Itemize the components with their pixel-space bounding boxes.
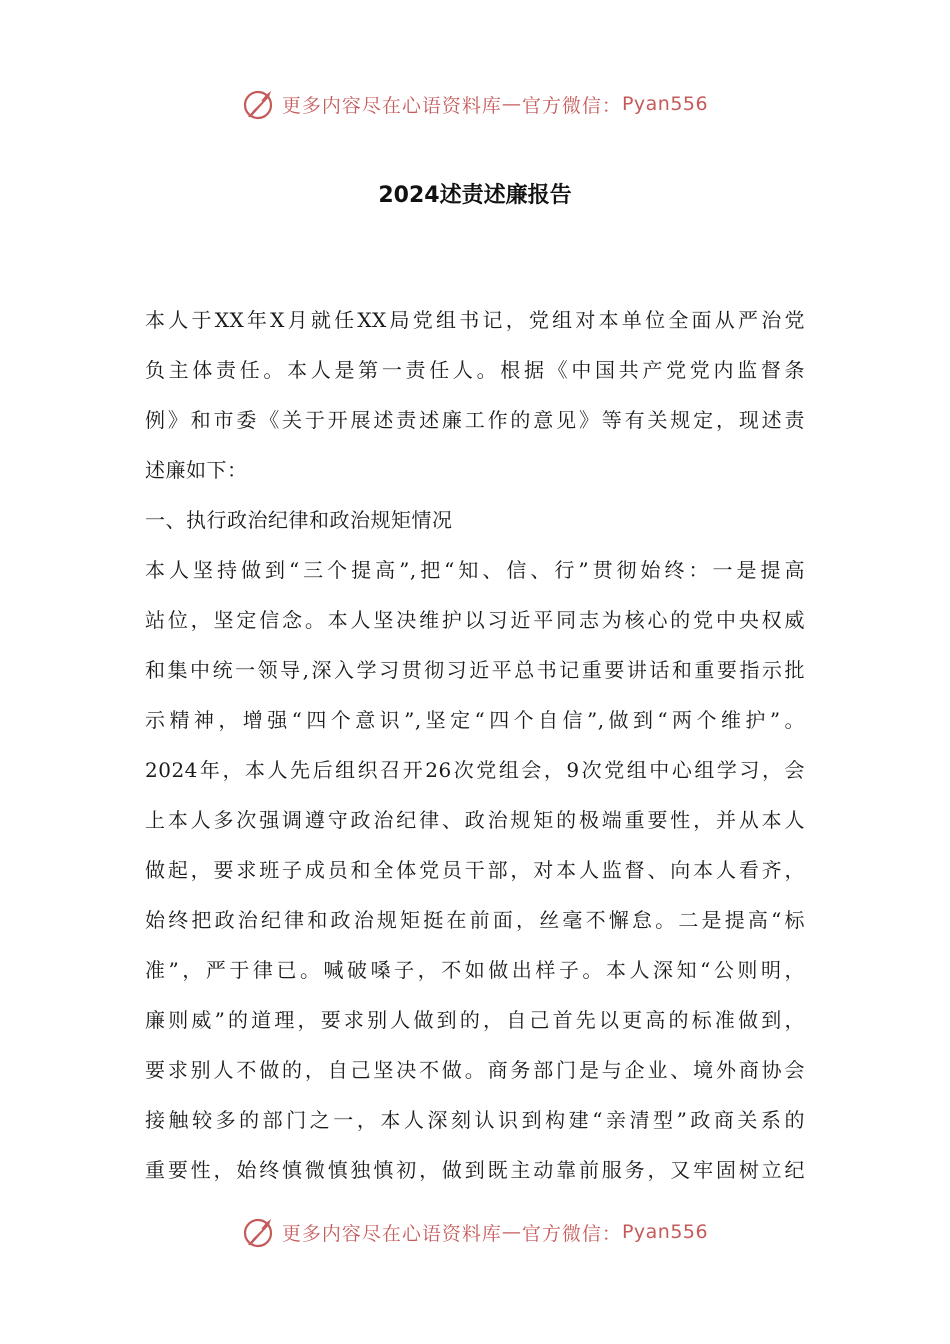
body-line: 站位，坚定信念。本人坚决维护以习近平同志为核心的党中央权威 (145, 608, 805, 632)
watermark-handle: Pyan556 (621, 93, 709, 115)
body-line: 负主体责任。本人是第一责任人。根据《中国共产党党内监督条 (145, 358, 805, 382)
body-line: 接触较多的部门之一，本人深刻认识到构建“亲清型”政商关系的 (145, 1108, 805, 1132)
body-line: 要求别人不做的，自己坚决不做。商务部门是与企业、境外商协会 (145, 1058, 805, 1082)
watermark-text: 更多内容尽在心语资料库 (281, 94, 502, 117)
watermark-header (0, 84, 950, 124)
body-line: 廉则威”的道理，要求别人做到的，自己首先以更高的标准做到， (145, 1008, 805, 1032)
body-line: 准”，严于律已。喊破嗓子，不如做出样子。本人深知“公则明， (145, 958, 805, 982)
watermark-footer (0, 1212, 950, 1252)
body-line: 上本人多次强调遵守政治纪律、政治规矩的极端重要性，并从本人 (145, 808, 805, 832)
body-line: 重要性，始终慎微慎独慎初，做到既主动靠前服务，又牢固树立纪 (145, 1158, 805, 1182)
body-line: 述廉如下： (145, 458, 248, 482)
watermark-handle: Pyan556 (621, 1221, 709, 1243)
body-line: 始终把政治纪律和政治规矩挺在前面，丝毫不懈怠。二是提高“标 (145, 908, 805, 932)
body-line: 本人于XX年X月就任XX局党组书记，党组对本单位全面从严治党 (145, 308, 805, 332)
body-line: 例》和市委《关于开展述责述廉工作的意见》等有关规定，现述责 (145, 408, 805, 432)
watermark-label: 官方微信： (521, 94, 622, 117)
watermark-text: 更多内容尽在心语资料库 (281, 1222, 502, 1245)
body-line: 做起，要求班子成员和全体党员干部，对本人监督、向本人看齐， (145, 858, 805, 882)
watermark-label: 官方微信： (521, 1222, 622, 1245)
document-title: 2024述责述廉报告 (378, 183, 572, 208)
document-body (145, 295, 805, 1195)
quill-logo-icon (242, 1215, 276, 1249)
watermark-separator: — (501, 93, 522, 115)
body-line: 示精神，增强“四个意识”,坚定“四个自信”,做到“两个维护”。 (145, 708, 805, 732)
body-line: 2024年，本人先后组织召开26次党组会，9次党组中心组学习，会 (145, 758, 805, 782)
quill-logo-icon (242, 87, 276, 121)
section-heading: 一、执行政治纪律和政治规矩情况 (145, 508, 453, 532)
body-line: 和集中统一领导,深入学习贯彻习近平总书记重要讲话和重要指示批 (145, 658, 805, 682)
watermark-separator: — (501, 1221, 522, 1243)
body-line: 本人坚持做到“三个提高”,把“知、信、行”贯彻始终：一是提高 (145, 558, 805, 582)
